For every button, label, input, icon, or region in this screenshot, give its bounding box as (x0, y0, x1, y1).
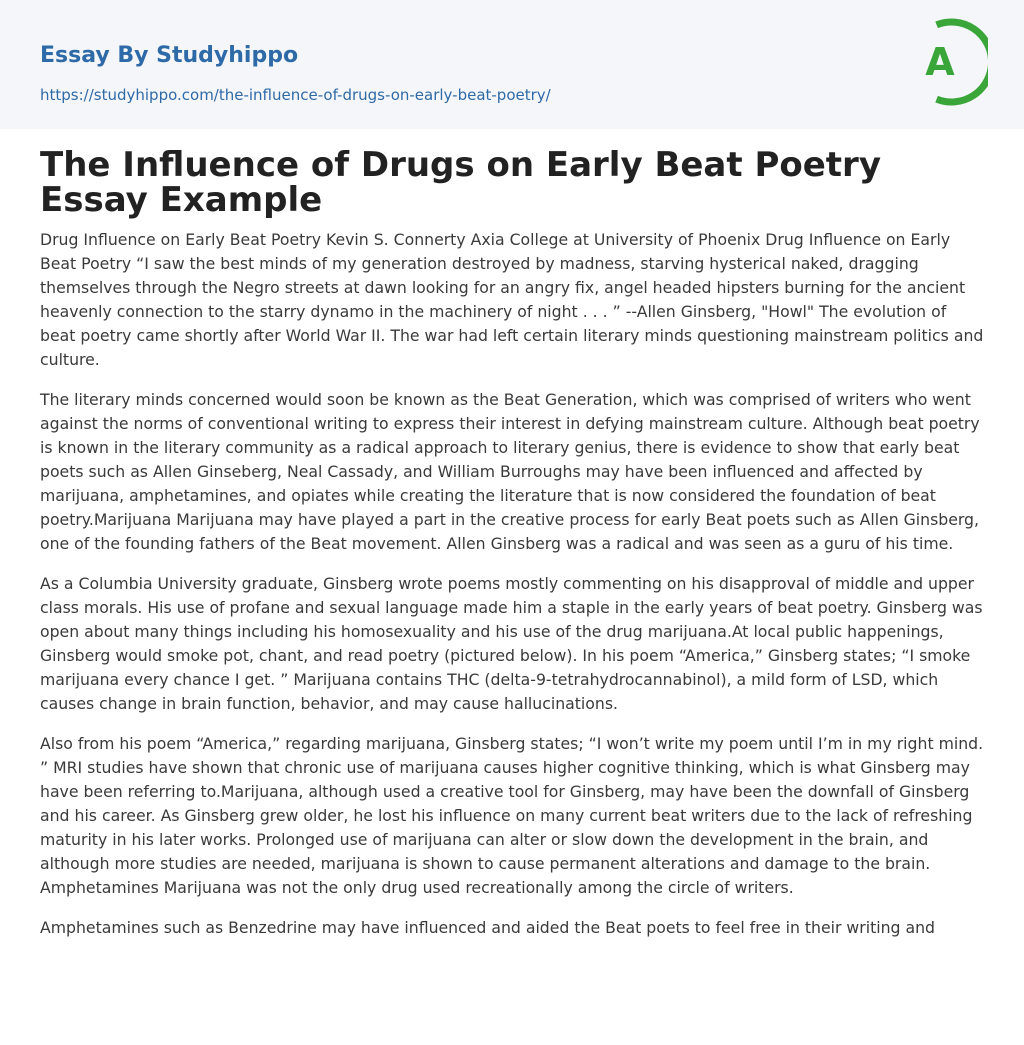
site-header (0, 0, 1024, 129)
essay-paragraph-3: As a Columbia University graduate, Ginsberg wrote poems mostly commenting on his disapproval of middle and upper class morals. His use of profane and sexual language made him a staple in the early years of beat poetry. Ginsberg was open about many things including his homosexuality and his use of the drug marijuana.At local public happenings, Ginsberg would smoke pot, chant, and read poetry (pictured below). In his poem “America,” Ginsberg states; “I smoke marijuana every chance I get. ” Marijuana contains THC (delta-9-tetrahydrocannabinol), a mild form of LSD, which causes change in brain function, behavior, and may cause hallucinations. (40, 574, 983, 713)
essay-paragraph-1: Drug Influence on Early Beat Poetry Kevin S. Connerty Axia College at University of Phoenix Drug Influence on Early Beat Poetry “I saw the best minds of my generation destroyed by madness, starving hysterical naked, dragging themselves through the Negro streets at dawn looking for an angry fix, angel headed hipsters burning for the ancient heavenly connection to the starry dynamo in the machinery of night . . . ” --Allen Ginsberg, "Howl" The evolution of beat poetry came shortly after World War II. The war had left certain literary minds questioning mainstream politics and culture. (40, 230, 984, 369)
essay-body (40, 228, 984, 956)
logo-letter: A (925, 40, 955, 84)
essay-paragraph-2: The literary minds concerned would soon be known as the Beat Generation, which was comprised of writers who went against the norms of conventional writing to express their interest in defying mainstream culture. Although beat poetry is known in the literary community as a radical approach to literary genius, there is evidence to show that early beat poets such as Allen Ginseberg, Neal Cassady, and William Burroughs may have been influenced and affected by marijuana, amphetamines, and opiates while creating the literature that is now considered the foundation of beat poetry.Marijuana Marijuana may have played a part in the creative process for early Beat poets such as Allen Ginsberg, one of the founding fathers of the Beat movement. Allen Ginsberg was a radical and was seen as a guru of his time. (40, 390, 980, 553)
logo-graphic (912, 18, 988, 106)
essay-paragraph-5: Amphetamines such as Benzedrine may have influenced and aided the Beat poets to feel free in their writing and (40, 918, 935, 937)
essay-paragraph-4: Also from his poem “America,” regarding marijuana, Ginsberg states; “I won’t write my poem until I’m in my right mind. ” MRI studies have shown that chronic use of marijuana causes higher cognitive thinking, which is what Ginsberg may have been referring to.Marijuana, although used a creative tool for Ginsberg, may have been the downfall of Ginsberg and his career. As Ginsberg grew older, he lost his influence on many current beat writers due to the lack of refreshing maturity in his later works. Prolonged use of marijuana can alter or slow down the development in the brain, and although more studies are needed, marijuana is shown to cause permanent alterations and damage to the brain. Amphetamines Marijuana was not the only drug used recreationally among the circle of writers. (40, 734, 984, 897)
site-title: Essay By Studyhippo (40, 43, 299, 68)
studyhippo-logo-icon[interactable] (912, 18, 988, 106)
source-url-link[interactable]: https://studyhippo.com/the-influence-of-drugs-on-early-beat-poetry/ (40, 86, 551, 104)
essay-title: The Influence of Drugs on Early Beat Poetry Essay Example (40, 145, 881, 220)
